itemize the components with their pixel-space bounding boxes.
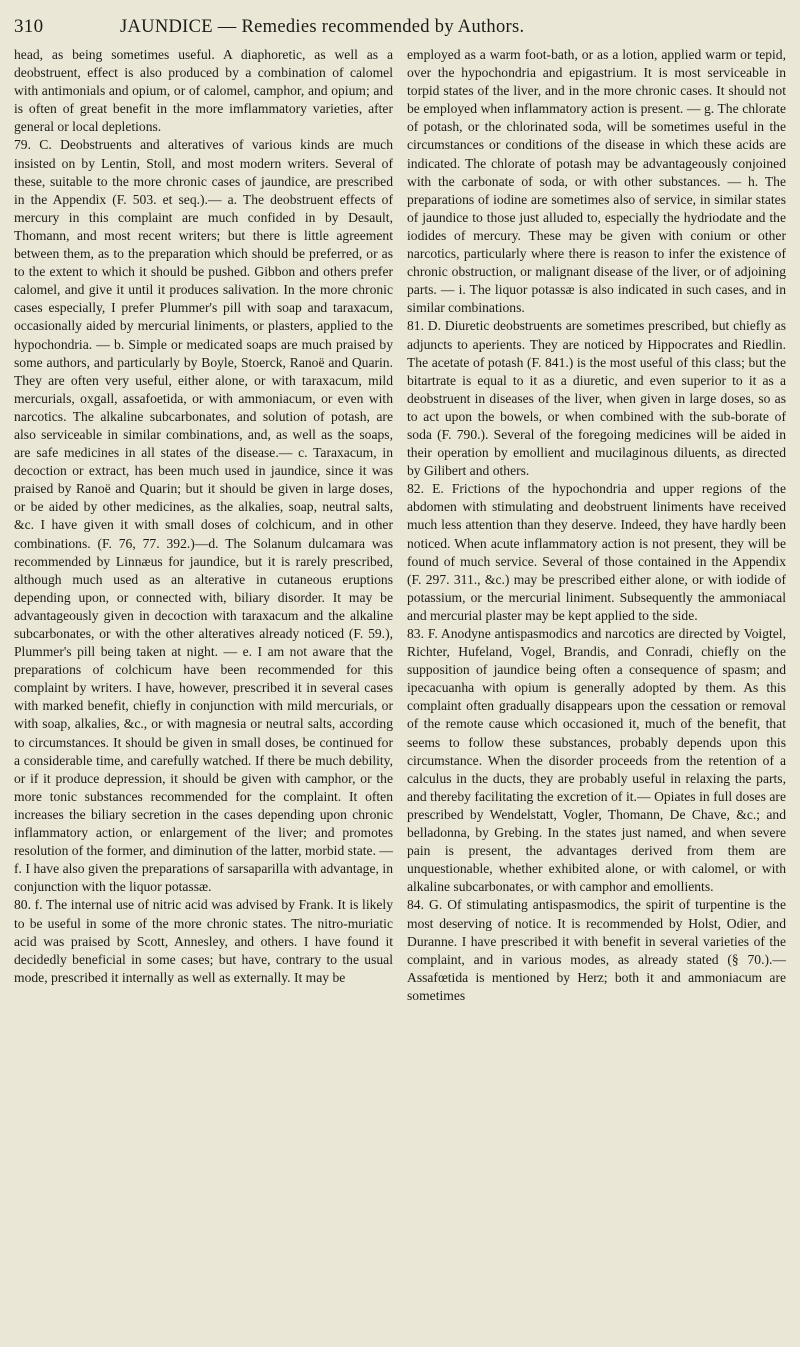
paragraph: head, as being sometimes useful. A diaphoretic, as well as a deobstruent, effect is also produced by a combination of calomel with antimonials and opium, or of calomel, camphor, and opium; and is often of great benefit in the more imflammatory varieties, after general or local depletions.	[14, 47, 393, 135]
paragraph: 80. f. The internal use of nitric acid was advised by Frank. It is likely to be useful in some of the more chronic states. The nitro-muriatic acid was praised by Scott, Annesley, and others. I have found it decidedly beneficial in some cases; but have, contrary to the usual mode, prescribed it internally as well as externally. It may be	[14, 897, 393, 985]
paragraph: 83. F. Anodyne antispasmodics and narcotics are directed by Voigtel, Richter, Hufeland, Vogel, Brandis, and Conradi, chiefly on the supposition of jaundice being often a consequence of spasm; and ipecacuanha with opium is generally adopted by them. As this complaint often gradually disappears upon the cessation or removal of the remote cause which occasioned it, much of the benefit, that seems to follow these substances, probably depends upon this circumstance. When the disorder proceeds from the retention of a calculus in the ducts, they are probably useful in relaxing the parts, and thereby facilitating the excretion of it.— Opiates in full doses are prescribed by Wendelstatt, Vogler, Thomann, De Chave, &c.; and belladonna, by Grebing. In the states just named, and when severe pain is present, the advantages derived from them are unquestionable, whether exhibited alone, or with calomel, or with alkaline subcarbonates, or with camphor and emollients.	[407, 626, 786, 895]
paragraph: 81. D. Diuretic deobstruents are sometimes prescribed, but chiefly as adjuncts to aperients. They are noticed by Hippocrates and Riedlin. The acetate of potash (F. 841.) is the most useful of this class; but the bitartrate is equal to it as a diuretic, and even superior to it as a deobstruent in diseases of the liver, when given in large doses, so as to act upon the bowels, or when combined with the sub-borate of soda (F. 790.). Several of the foregoing medicines will be aided in their operation by emollient and mucilaginous diluents, as directed by Gilibert and others.	[407, 318, 786, 479]
page-number: 310	[14, 16, 44, 37]
page-header	[14, 16, 786, 44]
running-title: JAUNDICE — Remedies recommended by Authors.	[120, 17, 525, 37]
right-column	[407, 46, 786, 1005]
paragraph: 84. G. Of stimulating antispasmodics, the spirit of turpentine is the most deserving of notice. It is recommended by Holst, Odier, and Duranne. I have prescribed it with benefit in several varieties of the complaint, and in various modes, as already stated (§ 70.).— Assafœtida is mentioned by Herz; both it and ammoniacum are sometimes	[407, 897, 786, 1003]
paragraph: 82. E. Frictions of the hypochondria and upper regions of the abdomen with stimulating and deobstruent liniments have received much less attention than they deserve. Indeed, they have hardly been noticed. When acute inflammatory action is not present, they will be found of much service. Several of those contained in the Appendix (F. 297. 311., &c.) may be prescribed either alone, or with iodide of potassium, or the mercurial liniment. Subsequently the ammoniacal and mercurial plaster may be kept applied to the side.	[407, 481, 786, 623]
paragraph: 79. C. Deobstruents and alteratives of various kinds are much insisted on by Lentin, Stoll, and most modern writers. Several of these, suitable to the more chronic cases of jaundice, are prescribed in the Appendix (F. 503. et seq.).— a. The deobstruent effects of mercury in this complaint are much confided in by Desault, Thomann, and most recent writers; but there is little agreement between them, as to the preparation which should be preferred, or as to the extent to which it should be pushed. Gibbon and others prefer calomel, and give it until it produces salivation. In the more chronic cases especially, I prefer Plummer's pill with soap and taraxacum, occasionally aided by mercurial liniments, or plasters, applied to the hypochondria. — b. Simple or medicated soaps are much praised by some authors, and particularly by Boyle, Stoerck, Ranoë and Quarin. They are often very useful, either alone, or with taraxacum, mild mercurials, oxgall, assafoetida, or with ammoniacum, or even with narcotics. The alkaline subcarbonates, and solution of potash, are also serviceable in similar combinations, and, as well as the soaps, are safe medicines in all states of the disease.— c. Taraxacum, in decoction or extract, has been much used in jaundice, since it was praised by Ranoë and Quarin; but it should be given in large doses, or be aided by other medicines, as the alkalies, soap, neutral salts, &c. I have given it with small doses of colchicum, and in other combinations. (F. 76, 77. 392.)—d. The Solanum dulcamara was recommended by Linnæus for jaundice, but it is rarely prescribed, although much used as an alterative in cutaneous eruptions depending upon, or connected with, biliary disorder. It may be advantageously given in decoction with taraxacum and the alkaline subcarbonates, or with the other alteratives already noticed (F. 59.), Plummer's pill being taken at night. — e. I am not aware that the preparations of colchicum have been recommended for this complaint by writers. I have, however, prescribed it in several cases with marked benefit, chiefly in conjunction with mild mercurials, or with soap, alkalies, &c., or with magnesia or neutral salts, according to circumstances. It should be given in small doses, be continued for a considerable time, and carefully watched. If there be much debility, or if it produce depression, it should be given with camphor, or the more tonic substances recommended for the complaint. It often increases the biliary secretion in the cases depending upon chronic inflammatory action, or enlargement of the liver; and promotes resolution of the former, and diminution of the latter, morbid state. — f. I have also given the preparations of sarsaparilla with advantage, in conjunction with the liquor potassæ.	[14, 137, 393, 895]
text-columns	[14, 46, 786, 1005]
left-column	[14, 46, 393, 1005]
paragraph: employed as a warm foot-bath, or as a lotion, applied warm or tepid, over the hypochondria and epigastrium. It is most serviceable in torpid states of the liver, and in the more chronic cases. It should not be employed when inflammatory action is present. — g. The chlorate of potash, or the chlorinated soda, will be sometimes useful in the circumstances or conditions of the disease in which these acids are indicated. The chlorate of potash may be advantageously conjoined with the carbonate of soda, or with other substances. — h. The preparations of iodine are sometimes also of service, in similar states of jaundice to those just alluded to, especially the hydriodate and the iodides of mercury. These may be given with conium or other narcotics, particularly where there is reason to infer the existence of chronic obstruction, or malignant disease of the liver, or of adjoining parts. — i. The liquor potassæ is also indicated in such cases, and in similar combinations.	[407, 47, 786, 316]
